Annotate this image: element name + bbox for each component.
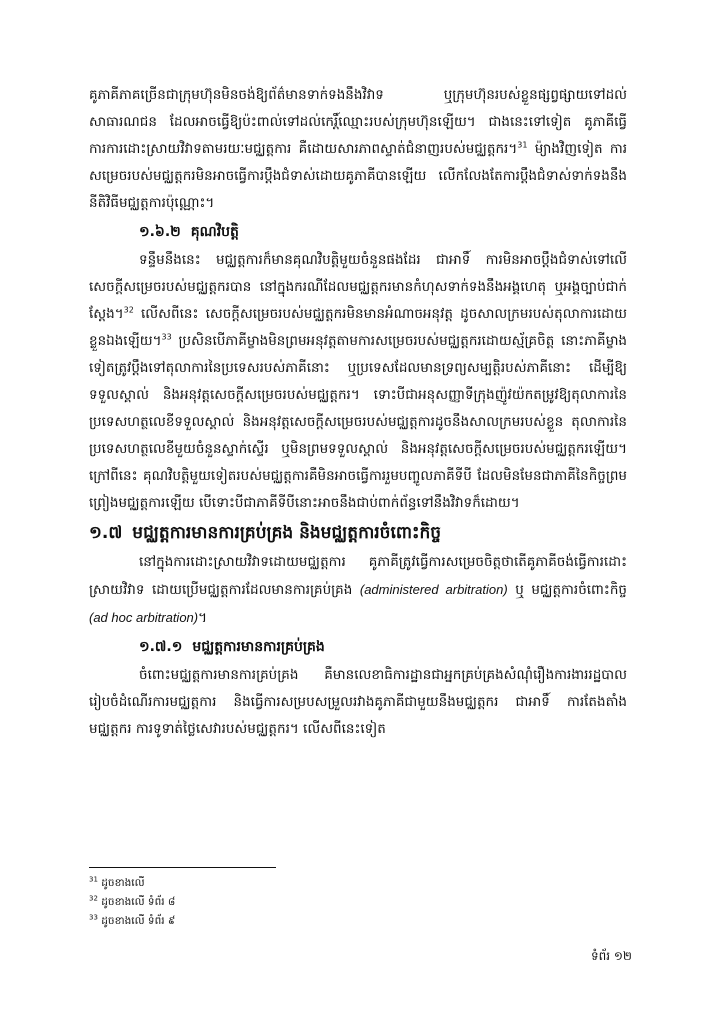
- latin-term-administered-arbitration: (administered arbitration): [359, 582, 508, 597]
- heading-1-7-1: [89, 632, 627, 662]
- footnote-ref-33: 33: [161, 332, 172, 342]
- paragraph-3-text-c: ។: [198, 610, 208, 626]
- latin-term-ad-hoc-arbitration: (ad hoc arbitration): [89, 610, 199, 625]
- footnote-text: ដូចខាងលើ ទំព័រ ៩: [101, 915, 176, 927]
- footnotes: [89, 867, 389, 931]
- footnote-number: 33: [89, 913, 98, 922]
- heading-1-6-2-title: គុណវិបត្តិ: [190, 224, 239, 240]
- paragraph-3-text-a: នៅក្នុងការដោះស្រាយវិវាទដោយមជ្ឈត្តការ គូភាគីត្រូវធ្វើការសម្រេចចិត្តថាតើគូភាគីចង់ធ្វើការដោះស្រាយវិវាទ ដោយប្រើមជ្ឈត្តការដែលមានការគ្រប់គ្រង: [89, 554, 627, 598]
- paragraph-4-text: ចំពោះមជ្ឈត្តការមានការគ្រប់គ្រង គឺមានលេខាធិការដ្ឋានជាអ្នកគ្រប់គ្រងសំណុំរឿងការងាររដ្ឋបាល រៀបចំដំណើរការមជ្ឈត្តការ និងធ្វើការសម្របសម្រួលរវាងគូភាគីជាមួយនឹងមជ្ឈត្តករ ជាអាទិ៍ ការតែងតាំងមជ្ឈត្តករ ការទូទាត់ថ្លៃសេវារបស់មជ្ឈត្តករ។ លើសពីនេះទៀត: [89, 667, 627, 737]
- footnote-separator: [89, 867, 276, 868]
- heading-1-6-2: [89, 217, 627, 247]
- heading-1-6-2-number: ១.៦.២: [139, 224, 181, 240]
- paragraph-2-text-b: លើសពីនេះ សេចក្តីសម្រេចរបស់មជ្ឈត្តករមិនមានអំណាចអនុវត្ត ដូចសាលក្រមរបស់តុលាការដោយខ្លួនឯងឡើយ។: [89, 306, 627, 349]
- heading-1-7-1-title: មជ្ឈត្តការមានការគ្រប់គ្រង: [192, 639, 325, 655]
- paragraph-1: [89, 82, 627, 217]
- heading-1-7-number: ១.៧: [89, 523, 123, 543]
- footnote-31: [89, 874, 389, 893]
- footnote-text: ដូចខាងលើ: [101, 877, 145, 889]
- paragraph-1-text: គូភាគីភាគច្រើនជាក្រុមហ៊ុនមិនចង់ឱ្យព័ត៌មានទាក់ទងនឹងវិវាទ ឬក្រុមហ៊ុនរបស់ខ្លួនផ្សព្វផ្សាយទៅដល់សាធារណជន ដែលអាចធ្វើឱ្យប៉ះពាល់ទៅដល់កេរ្តិ៍ឈ្មោះរបស់ក្រុមហ៊ុនឡើយ។ ជាងនេះទៅទៀត គូភាគីធ្វើការការដោះស្រាយវិវាទតាមរយៈមជ្ឈត្តការ គឺដោយសារភាពស្ទាត់ជំនាញរបស់មជ្ឈត្តករ។: [89, 87, 627, 157]
- paragraph-2-text-a: ទន្ទឹមនឹងនេះ មជ្ឈត្តការក៏មានគុណវិបត្តិមួយចំនួនផងដែរ ជាអាទិ៍ ការមិនអាចប្តឹងជំទាស់ទៅលើសេចក្តីសម្រេចរបស់មជ្ឈត្តករបាន នៅក្នុងករណីដែលមជ្ឈត្តករមានកំហុសទាក់ទងនឹងអង្គហេតុ ឬអង្គច្បាប់ជាក់ស្តែង។: [89, 252, 627, 322]
- footnote-number: 32: [89, 894, 98, 903]
- paragraph-3: [89, 549, 627, 632]
- footnote-ref-31: 31: [517, 140, 528, 150]
- paragraph-2-text-c: ប្រសិនបើភាគីម្ខាងមិនព្រមអនុវត្តតាមការសម្រេចរបស់មជ្ឈត្តករដោយស្ម័គ្រចិត្ត នោះភាគីម្ខាងទៀតត្រូវប្តឹងទៅតុលាការនៃប្រទេសរបស់ភាគីនោះ ឬប្រទេសដែលមានទ្រព្យសម្បត្តិរបស់ភាគីនោះ ដើម្បីឱ្យទទួលស្គាល់ និងអនុវត្តសេចក្តីសម្រេចរបស់មជ្ឈត្តករ។ ទោះបីជាអនុសញ្ញាទីក្រុងញ៉ូវយ៉កតម្រូវឱ្យតុលាការនៃប្រទេសហត្ថលេខីទទួលស្គាល់ និងអនុវត្តសេចក្តីសម្រេចរបស់មជ្ឈត្តការដូចនឹងសាលក្រមរបស់ខ្លួន តុលាការនៃប្រទេសហត្ថលេខីមួយចំនួនស្ទាក់ស្ទើរ ឬមិនព្រមទទួលស្គាល់ និងអនុវត្តសេចក្តីសម្រេចរបស់មជ្ឈត្តករឡើយ។ ក្រៅពីនេះ គុណវិបត្តិមួយទៀតរបស់មជ្ឈត្តការគឺមិនអាចធ្វើការរួមបញ្ចូលភាគីទីបី ដែលមិនមែនជាភាគីនៃកិច្ចព្រមព្រៀងមជ្ឈត្តការឡើយ បើទោះបីជាភាគីទីបីនោះអាចនឹងជាប់ពាក់ព័ន្ធទៅនឹងវិវាទក៏ដោយ។: [89, 333, 627, 511]
- heading-1-7-1-number: ១.៧.១: [139, 639, 183, 655]
- footnote-33: [89, 912, 389, 931]
- page-number: ទំព័រ ១២: [590, 949, 632, 963]
- footnote-number: 31: [89, 875, 98, 884]
- heading-1-7: [89, 517, 627, 549]
- paragraph-3-text-b: ឬ មជ្ឈត្តការចំពោះកិច្ច: [507, 582, 627, 598]
- page-body: [89, 82, 627, 743]
- footnote-text: ដូចខាងលើ ទំព័រ ៨: [101, 896, 176, 908]
- paragraph-4: [89, 662, 627, 743]
- footnote-ref-32: 32: [123, 305, 134, 315]
- paragraph-1-tail: ម៉្យាងវិញទៀត ការសម្រេចរបស់មជ្ឈត្តករមិនអាចធ្វើការប្តឹងជំទាស់ដោយគូភាគីបានឡើយ លើកលែងតែការប្តឹងជំទាស់ទាក់ទងនឹងនីតិវិធីមជ្ឈត្តការប៉ុណ្ណោះ។: [89, 141, 627, 211]
- heading-1-7-title: មជ្ឈត្តការមានការគ្រប់គ្រង និងមជ្ឈត្តការចំពោះកិច្ច: [132, 523, 442, 543]
- paragraph-2: [89, 247, 627, 517]
- footnote-32: [89, 893, 389, 912]
